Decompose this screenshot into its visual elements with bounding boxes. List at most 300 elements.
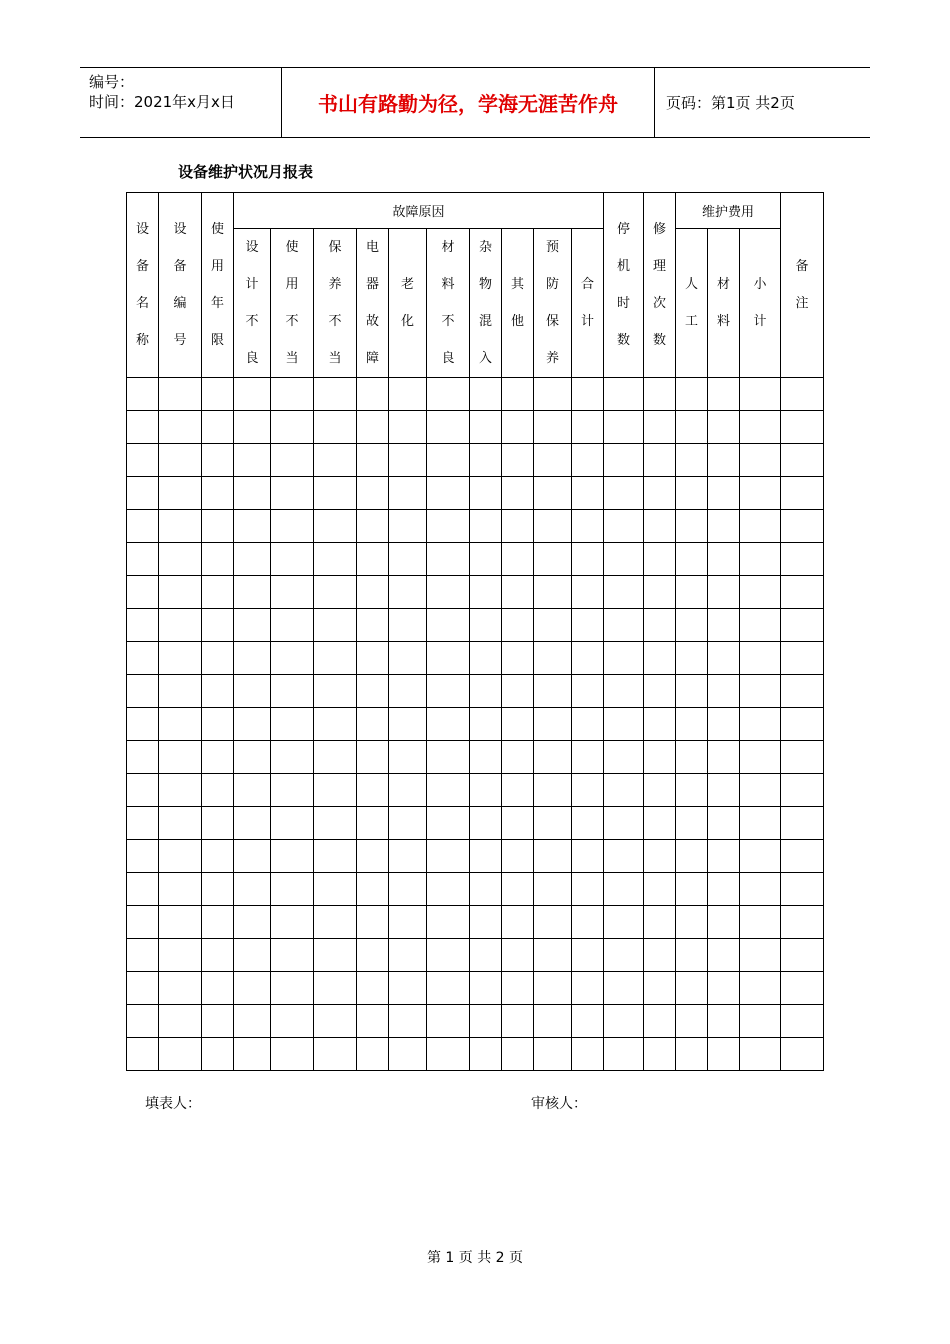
table-cell[interactable] [234, 807, 271, 840]
table-cell[interactable] [202, 576, 234, 609]
table-cell[interactable] [781, 543, 824, 576]
table-cell[interactable] [572, 1038, 604, 1071]
table-cell[interactable] [572, 939, 604, 972]
table-cell[interactable] [357, 576, 389, 609]
table-cell[interactable] [127, 807, 159, 840]
table-cell[interactable] [357, 1038, 389, 1071]
table-cell[interactable] [470, 741, 502, 774]
table-cell[interactable] [676, 741, 708, 774]
table-cell[interactable] [271, 774, 314, 807]
table-cell[interactable] [427, 477, 470, 510]
table-cell[interactable] [502, 609, 534, 642]
table-cell[interactable] [202, 873, 234, 906]
table-cell[interactable] [427, 609, 470, 642]
table-cell[interactable] [572, 741, 604, 774]
table-cell[interactable] [271, 378, 314, 411]
table-cell[interactable] [202, 708, 234, 741]
table-cell[interactable] [644, 840, 676, 873]
table-cell[interactable] [357, 411, 389, 444]
table-cell[interactable] [604, 609, 644, 642]
table-cell[interactable] [234, 1038, 271, 1071]
table-cell[interactable] [644, 972, 676, 1005]
table-cell[interactable] [572, 807, 604, 840]
table-cell[interactable] [572, 708, 604, 741]
table-cell[interactable] [572, 510, 604, 543]
table-cell[interactable] [127, 609, 159, 642]
table-cell[interactable] [234, 1005, 271, 1038]
table-cell[interactable] [234, 411, 271, 444]
table-cell[interactable] [159, 543, 202, 576]
table-cell[interactable] [572, 543, 604, 576]
table-cell[interactable] [502, 708, 534, 741]
table-cell[interactable] [271, 741, 314, 774]
table-cell[interactable] [314, 642, 357, 675]
table-cell[interactable] [271, 807, 314, 840]
table-cell[interactable] [127, 906, 159, 939]
table-cell[interactable] [159, 510, 202, 543]
table-cell[interactable] [740, 477, 781, 510]
table-cell[interactable] [314, 807, 357, 840]
table-cell[interactable] [470, 708, 502, 741]
table-cell[interactable] [708, 411, 740, 444]
table-cell[interactable] [676, 774, 708, 807]
table-cell[interactable] [159, 906, 202, 939]
table-cell[interactable] [534, 609, 572, 642]
table-cell[interactable] [502, 510, 534, 543]
table-cell[interactable] [159, 708, 202, 741]
table-cell[interactable] [357, 840, 389, 873]
table-cell[interactable] [676, 444, 708, 477]
table-cell[interactable] [389, 576, 427, 609]
table-cell[interactable] [781, 510, 824, 543]
table-cell[interactable] [740, 708, 781, 741]
table-cell[interactable] [676, 840, 708, 873]
table-cell[interactable] [534, 1005, 572, 1038]
table-cell[interactable] [502, 543, 534, 576]
table-cell[interactable] [534, 906, 572, 939]
table-cell[interactable] [604, 576, 644, 609]
table-cell[interactable] [572, 576, 604, 609]
table-cell[interactable] [502, 939, 534, 972]
table-cell[interactable] [357, 675, 389, 708]
table-cell[interactable] [644, 939, 676, 972]
table-cell[interactable] [604, 477, 644, 510]
table-cell[interactable] [202, 642, 234, 675]
table-cell[interactable] [271, 675, 314, 708]
table-cell[interactable] [781, 576, 824, 609]
table-cell[interactable] [389, 939, 427, 972]
table-cell[interactable] [271, 1038, 314, 1071]
table-cell[interactable] [389, 477, 427, 510]
table-cell[interactable] [604, 444, 644, 477]
table-cell[interactable] [389, 741, 427, 774]
table-cell[interactable] [202, 741, 234, 774]
table-cell[interactable] [676, 411, 708, 444]
table-cell[interactable] [708, 840, 740, 873]
table-cell[interactable] [470, 609, 502, 642]
table-cell[interactable] [572, 675, 604, 708]
table-cell[interactable] [644, 510, 676, 543]
table-cell[interactable] [740, 774, 781, 807]
table-cell[interactable] [202, 906, 234, 939]
table-cell[interactable] [708, 477, 740, 510]
table-cell[interactable] [502, 1005, 534, 1038]
table-cell[interactable] [314, 741, 357, 774]
table-cell[interactable] [234, 444, 271, 477]
table-cell[interactable] [604, 675, 644, 708]
table-cell[interactable] [534, 543, 572, 576]
table-cell[interactable] [676, 477, 708, 510]
table-cell[interactable] [314, 1038, 357, 1071]
table-cell[interactable] [389, 1038, 427, 1071]
table-cell[interactable] [708, 774, 740, 807]
table-cell[interactable] [314, 840, 357, 873]
table-cell[interactable] [271, 840, 314, 873]
table-cell[interactable] [470, 378, 502, 411]
table-cell[interactable] [644, 543, 676, 576]
table-cell[interactable] [271, 444, 314, 477]
table-cell[interactable] [159, 378, 202, 411]
table-cell[interactable] [470, 873, 502, 906]
table-cell[interactable] [740, 807, 781, 840]
table-cell[interactable] [427, 741, 470, 774]
table-cell[interactable] [781, 1005, 824, 1038]
table-cell[interactable] [572, 477, 604, 510]
table-cell[interactable] [676, 807, 708, 840]
table-cell[interactable] [740, 510, 781, 543]
table-cell[interactable] [604, 840, 644, 873]
table-cell[interactable] [271, 1005, 314, 1038]
table-cell[interactable] [234, 609, 271, 642]
table-cell[interactable] [127, 543, 159, 576]
table-cell[interactable] [781, 840, 824, 873]
table-cell[interactable] [234, 741, 271, 774]
table-cell[interactable] [604, 972, 644, 1005]
table-cell[interactable] [357, 477, 389, 510]
table-cell[interactable] [676, 873, 708, 906]
table-cell[interactable] [159, 411, 202, 444]
table-cell[interactable] [470, 477, 502, 510]
table-cell[interactable] [389, 774, 427, 807]
table-cell[interactable] [314, 1005, 357, 1038]
table-cell[interactable] [234, 510, 271, 543]
table-cell[interactable] [676, 906, 708, 939]
table-cell[interactable] [427, 873, 470, 906]
table-cell[interactable] [534, 477, 572, 510]
table-cell[interactable] [534, 708, 572, 741]
table-cell[interactable] [572, 906, 604, 939]
table-cell[interactable] [202, 510, 234, 543]
table-cell[interactable] [781, 939, 824, 972]
table-cell[interactable] [427, 444, 470, 477]
table-cell[interactable] [708, 642, 740, 675]
table-cell[interactable] [676, 1038, 708, 1071]
table-cell[interactable] [502, 411, 534, 444]
table-cell[interactable] [202, 675, 234, 708]
table-cell[interactable] [202, 972, 234, 1005]
table-cell[interactable] [357, 906, 389, 939]
table-cell[interactable] [644, 378, 676, 411]
table-cell[interactable] [427, 906, 470, 939]
table-cell[interactable] [572, 411, 604, 444]
table-cell[interactable] [534, 510, 572, 543]
table-cell[interactable] [357, 543, 389, 576]
table-cell[interactable] [572, 840, 604, 873]
table-cell[interactable] [389, 1005, 427, 1038]
table-cell[interactable] [202, 1038, 234, 1071]
table-cell[interactable] [534, 1038, 572, 1071]
table-cell[interactable] [470, 1005, 502, 1038]
table-cell[interactable] [708, 1005, 740, 1038]
table-cell[interactable] [202, 1005, 234, 1038]
table-cell[interactable] [708, 510, 740, 543]
table-cell[interactable] [502, 972, 534, 1005]
table-cell[interactable] [604, 642, 644, 675]
table-cell[interactable] [234, 642, 271, 675]
table-cell[interactable] [604, 378, 644, 411]
table-cell[interactable] [427, 1005, 470, 1038]
table-cell[interactable] [159, 642, 202, 675]
table-cell[interactable] [708, 378, 740, 411]
table-cell[interactable] [159, 972, 202, 1005]
table-cell[interactable] [427, 807, 470, 840]
table-cell[interactable] [781, 708, 824, 741]
table-cell[interactable] [572, 609, 604, 642]
table-cell[interactable] [534, 873, 572, 906]
table-cell[interactable] [708, 708, 740, 741]
table-cell[interactable] [234, 873, 271, 906]
table-cell[interactable] [676, 972, 708, 1005]
table-cell[interactable] [271, 411, 314, 444]
table-cell[interactable] [644, 609, 676, 642]
table-cell[interactable] [202, 774, 234, 807]
table-cell[interactable] [427, 411, 470, 444]
table-cell[interactable] [644, 708, 676, 741]
table-cell[interactable] [127, 939, 159, 972]
table-cell[interactable] [314, 510, 357, 543]
table-cell[interactable] [127, 741, 159, 774]
table-cell[interactable] [357, 1005, 389, 1038]
table-cell[interactable] [470, 510, 502, 543]
table-cell[interactable] [234, 543, 271, 576]
table-cell[interactable] [572, 444, 604, 477]
table-cell[interactable] [470, 774, 502, 807]
table-cell[interactable] [781, 873, 824, 906]
table-cell[interactable] [502, 906, 534, 939]
table-cell[interactable] [159, 609, 202, 642]
table-cell[interactable] [234, 675, 271, 708]
table-cell[interactable] [781, 642, 824, 675]
table-cell[interactable] [502, 642, 534, 675]
table-cell[interactable] [271, 642, 314, 675]
table-cell[interactable] [708, 972, 740, 1005]
table-cell[interactable] [470, 543, 502, 576]
table-cell[interactable] [572, 873, 604, 906]
table-cell[interactable] [708, 576, 740, 609]
table-cell[interactable] [502, 444, 534, 477]
table-cell[interactable] [740, 642, 781, 675]
table-cell[interactable] [604, 543, 644, 576]
table-cell[interactable] [470, 576, 502, 609]
table-cell[interactable] [740, 1038, 781, 1071]
table-cell[interactable] [740, 378, 781, 411]
table-cell[interactable] [357, 609, 389, 642]
table-cell[interactable] [427, 675, 470, 708]
table-cell[interactable] [676, 642, 708, 675]
table-cell[interactable] [271, 972, 314, 1005]
table-cell[interactable] [427, 1038, 470, 1071]
table-cell[interactable] [427, 708, 470, 741]
table-cell[interactable] [389, 543, 427, 576]
table-cell[interactable] [470, 972, 502, 1005]
table-cell[interactable] [470, 444, 502, 477]
table-cell[interactable] [127, 873, 159, 906]
table-cell[interactable] [159, 807, 202, 840]
table-cell[interactable] [676, 576, 708, 609]
table-cell[interactable] [314, 774, 357, 807]
table-cell[interactable] [534, 444, 572, 477]
table-cell[interactable] [781, 609, 824, 642]
table-cell[interactable] [127, 840, 159, 873]
table-cell[interactable] [572, 1005, 604, 1038]
table-cell[interactable] [357, 807, 389, 840]
table-cell[interactable] [127, 411, 159, 444]
table-cell[interactable] [159, 477, 202, 510]
table-cell[interactable] [389, 972, 427, 1005]
table-cell[interactable] [676, 510, 708, 543]
table-cell[interactable] [644, 642, 676, 675]
table-cell[interactable] [708, 609, 740, 642]
table-cell[interactable] [644, 1038, 676, 1071]
table-cell[interactable] [389, 510, 427, 543]
table-cell[interactable] [427, 576, 470, 609]
table-cell[interactable] [644, 675, 676, 708]
table-cell[interactable] [502, 774, 534, 807]
table-cell[interactable] [676, 708, 708, 741]
table-cell[interactable] [502, 1038, 534, 1071]
table-cell[interactable] [740, 444, 781, 477]
table-cell[interactable] [534, 741, 572, 774]
table-cell[interactable] [740, 873, 781, 906]
table-cell[interactable] [781, 1038, 824, 1071]
table-cell[interactable] [572, 642, 604, 675]
table-cell[interactable] [202, 444, 234, 477]
table-cell[interactable] [502, 477, 534, 510]
table-cell[interactable] [781, 774, 824, 807]
table-cell[interactable] [781, 807, 824, 840]
table-cell[interactable] [234, 906, 271, 939]
table-cell[interactable] [159, 1005, 202, 1038]
table-cell[interactable] [534, 840, 572, 873]
table-cell[interactable] [572, 378, 604, 411]
table-cell[interactable] [357, 873, 389, 906]
table-cell[interactable] [234, 939, 271, 972]
table-cell[interactable] [502, 675, 534, 708]
table-cell[interactable] [314, 873, 357, 906]
table-cell[interactable] [159, 1038, 202, 1071]
table-cell[interactable] [159, 939, 202, 972]
table-cell[interactable] [676, 939, 708, 972]
table-cell[interactable] [470, 939, 502, 972]
table-cell[interactable] [427, 774, 470, 807]
table-cell[interactable] [502, 378, 534, 411]
table-cell[interactable] [389, 675, 427, 708]
table-cell[interactable] [502, 807, 534, 840]
table-cell[interactable] [644, 1005, 676, 1038]
table-cell[interactable] [644, 576, 676, 609]
table-cell[interactable] [127, 972, 159, 1005]
table-cell[interactable] [159, 774, 202, 807]
table-cell[interactable] [470, 1038, 502, 1071]
table-cell[interactable] [427, 378, 470, 411]
table-cell[interactable] [740, 675, 781, 708]
table-cell[interactable] [389, 840, 427, 873]
table-cell[interactable] [781, 741, 824, 774]
table-cell[interactable] [708, 807, 740, 840]
table-cell[interactable] [314, 939, 357, 972]
table-cell[interactable] [314, 378, 357, 411]
table-cell[interactable] [314, 576, 357, 609]
table-cell[interactable] [271, 939, 314, 972]
table-cell[interactable] [127, 576, 159, 609]
table-cell[interactable] [159, 741, 202, 774]
table-cell[interactable] [159, 873, 202, 906]
table-cell[interactable] [708, 906, 740, 939]
table-cell[interactable] [534, 576, 572, 609]
table-cell[interactable] [604, 708, 644, 741]
table-cell[interactable] [234, 576, 271, 609]
table-cell[interactable] [271, 576, 314, 609]
table-cell[interactable] [572, 972, 604, 1005]
table-cell[interactable] [271, 873, 314, 906]
table-cell[interactable] [202, 378, 234, 411]
table-cell[interactable] [534, 675, 572, 708]
table-cell[interactable] [740, 939, 781, 972]
table-cell[interactable] [127, 444, 159, 477]
table-cell[interactable] [502, 576, 534, 609]
table-cell[interactable] [314, 609, 357, 642]
table-cell[interactable] [314, 972, 357, 1005]
table-cell[interactable] [357, 642, 389, 675]
table-cell[interactable] [604, 906, 644, 939]
table-cell[interactable] [234, 774, 271, 807]
table-cell[interactable] [159, 576, 202, 609]
table-cell[interactable] [314, 477, 357, 510]
table-cell[interactable] [644, 444, 676, 477]
table-cell[interactable] [470, 807, 502, 840]
table-cell[interactable] [127, 510, 159, 543]
table-cell[interactable] [740, 840, 781, 873]
table-cell[interactable] [271, 609, 314, 642]
table-cell[interactable] [357, 741, 389, 774]
table-cell[interactable] [502, 873, 534, 906]
table-cell[interactable] [314, 543, 357, 576]
table-cell[interactable] [644, 741, 676, 774]
table-cell[interactable] [604, 774, 644, 807]
table-cell[interactable] [740, 972, 781, 1005]
table-cell[interactable] [234, 972, 271, 1005]
table-cell[interactable] [389, 807, 427, 840]
table-cell[interactable] [470, 840, 502, 873]
table-cell[interactable] [502, 741, 534, 774]
table-cell[interactable] [427, 972, 470, 1005]
table-cell[interactable] [604, 939, 644, 972]
table-cell[interactable] [357, 939, 389, 972]
table-cell[interactable] [740, 741, 781, 774]
table-cell[interactable] [427, 939, 470, 972]
table-cell[interactable] [781, 906, 824, 939]
table-cell[interactable] [708, 543, 740, 576]
